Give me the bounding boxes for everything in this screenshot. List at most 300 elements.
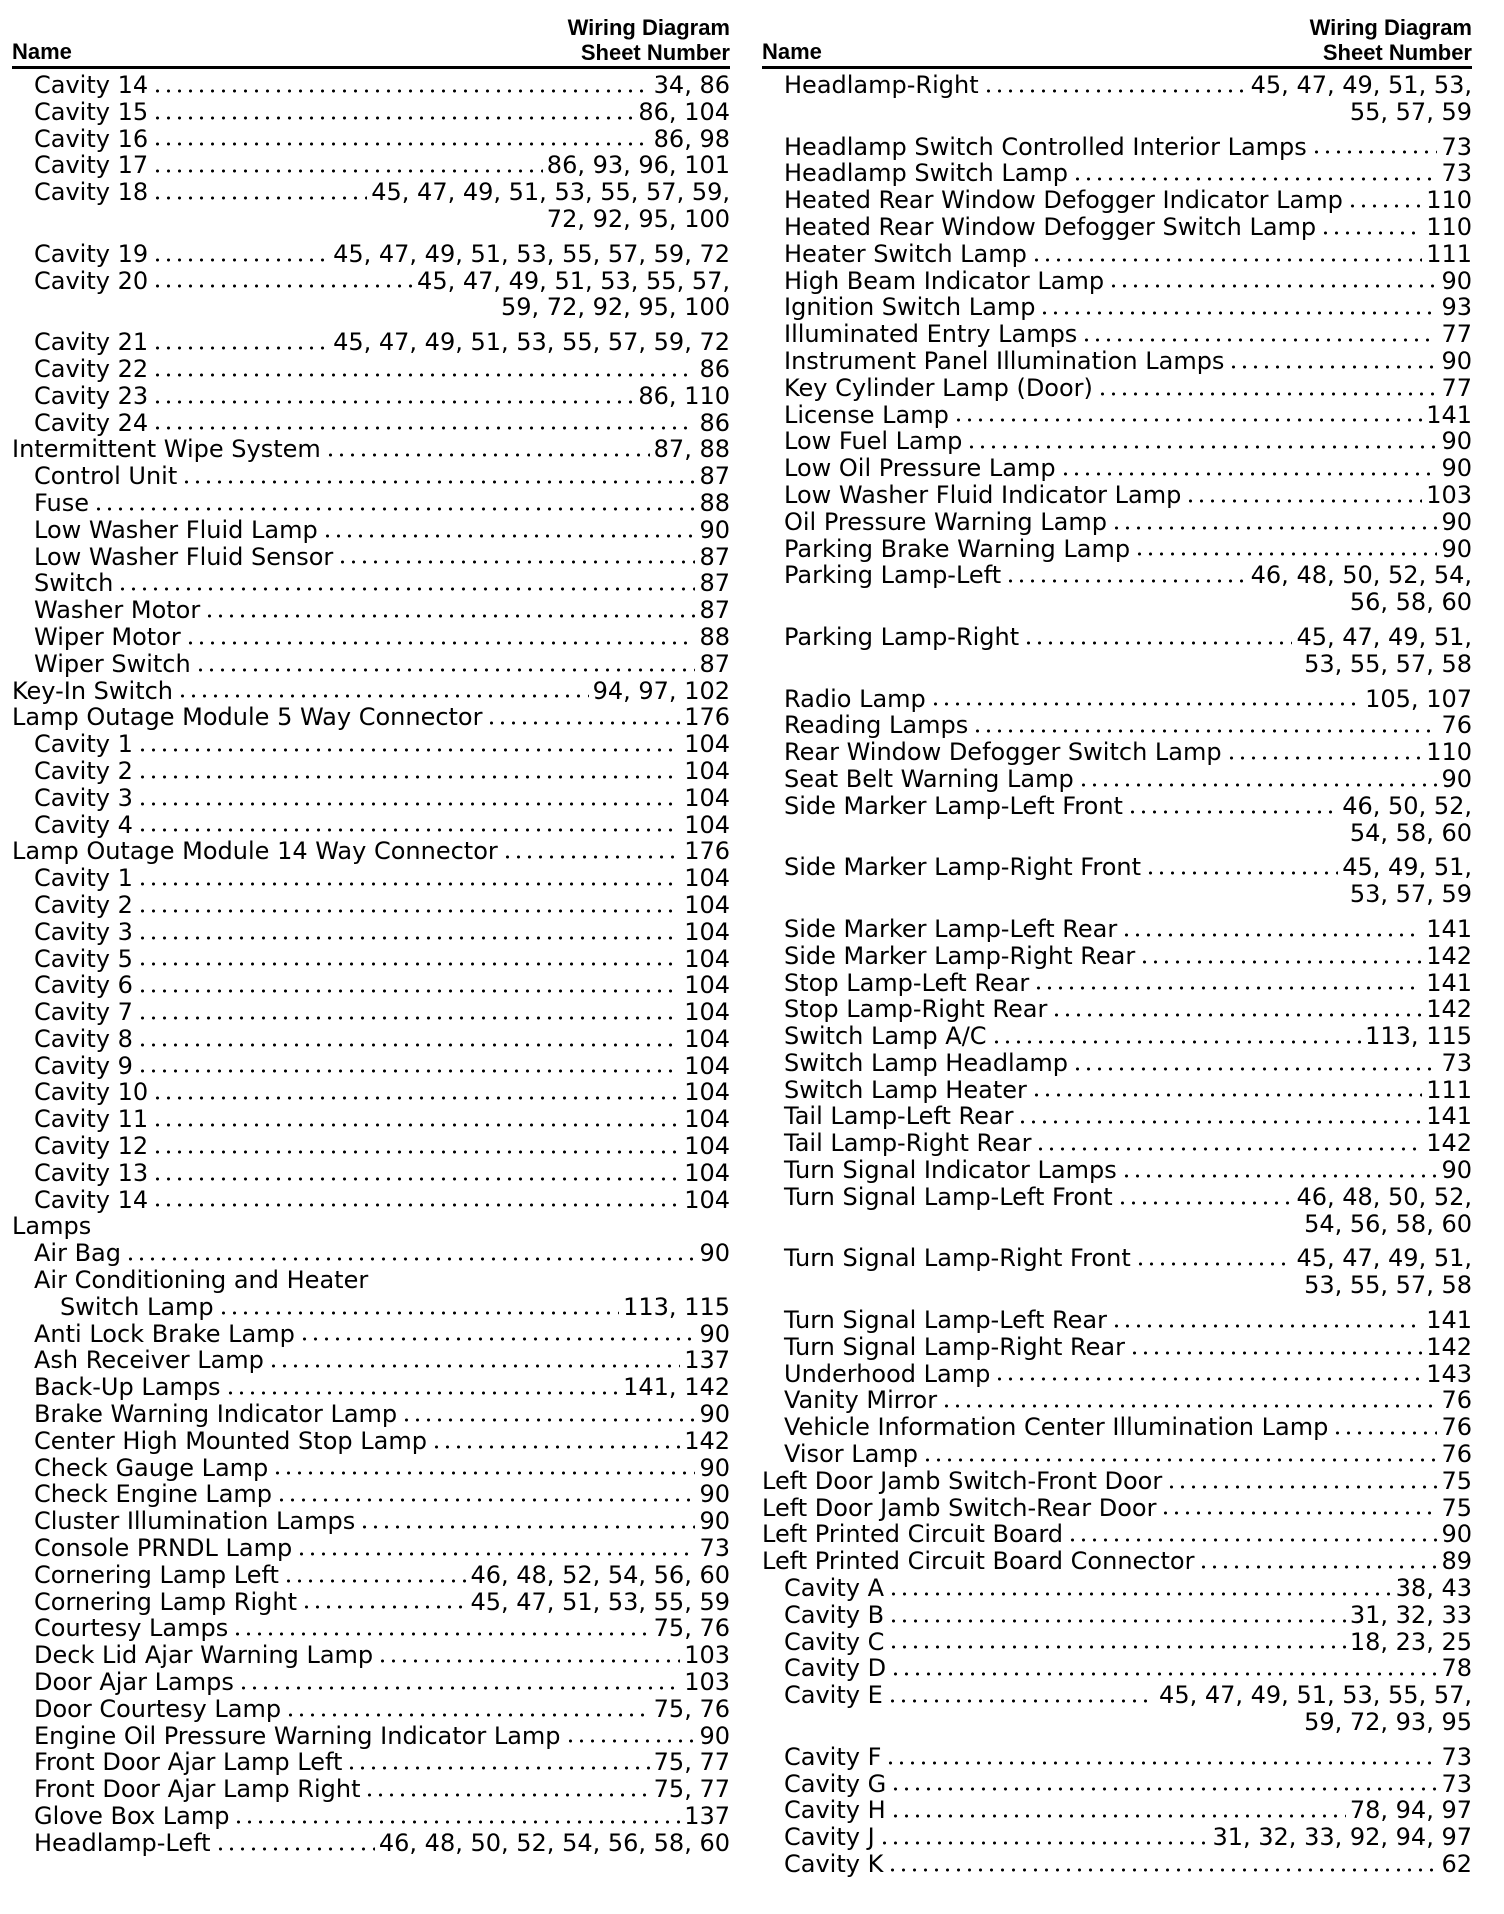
index-entry <box>12 410 730 437</box>
entry-name: Ash Receiver Lamp <box>34 1346 264 1375</box>
entry-name: Cavity H <box>784 1796 886 1825</box>
index-entry <box>12 1455 730 1482</box>
entry-name: Cavity 7 <box>34 998 133 1027</box>
entry-name: Front Door Ajar Lamp Right <box>34 1775 361 1804</box>
index-entry <box>12 268 730 295</box>
index-entry <box>12 1321 730 1348</box>
entry-sheet-numbers: 141 <box>1426 968 1472 997</box>
entry-name: Door Ajar Lamps <box>34 1668 234 1697</box>
dot-leader <box>299 1337 696 1341</box>
dot-leader <box>1060 472 1438 476</box>
entry-name: Low Oil Pressure Lamp <box>784 454 1056 483</box>
entry-sheet-numbers: 34, 86 <box>653 71 730 99</box>
entry-sheet-numbers: 86, 110 <box>638 381 730 410</box>
entry-sheet-numbers: 88 <box>699 622 730 651</box>
index-entry <box>762 1103 1472 1130</box>
entry-sheet-numbers: 104 <box>684 783 730 812</box>
entry-sheet-numbers: 46, 48, 52, 54, 56, 60 <box>470 1560 730 1589</box>
entry-sheet-numbers: 56, 58, 60 <box>1349 588 1472 617</box>
entry-sheet-numbers: 45, 47, 49, 51, 53, 55, 57, 59, <box>371 178 730 207</box>
index-entry <box>12 570 730 597</box>
dot-leader <box>233 1820 680 1824</box>
index-entry <box>762 1602 1472 1629</box>
index-entry <box>12 1374 730 1401</box>
entry-sheet-numbers: 142 <box>1426 941 1472 970</box>
index-entry <box>762 402 1472 429</box>
dot-leader <box>1117 1201 1293 1205</box>
entry-name: Left Printed Circuit Board Connector <box>762 1547 1195 1576</box>
entry-name: Heater Switch Lamp <box>784 239 1027 268</box>
entry-name: Low Fuel Lamp <box>784 427 963 456</box>
index-entry <box>12 1347 730 1374</box>
dot-leader <box>346 1766 649 1770</box>
index-entry <box>762 482 1472 509</box>
entry-name: Cavity B <box>784 1600 885 1629</box>
index-entry <box>762 739 1472 766</box>
index-entry <box>12 785 730 812</box>
entry-name: Cavity 1 <box>34 730 133 759</box>
index-entry <box>12 1696 730 1723</box>
dot-leader <box>152 116 634 120</box>
index-entry <box>12 1562 730 1589</box>
entry-name: Cavity 22 <box>34 354 149 383</box>
dot-leader <box>972 729 1437 733</box>
entry-name: Cavity 2 <box>34 890 133 919</box>
entry-sheet-numbers: 111 <box>1426 1075 1472 1104</box>
entry-sheet-numbers: 75, 76 <box>653 1694 730 1723</box>
dot-leader <box>941 1404 1437 1408</box>
entry-sheet-numbers: 77 <box>1441 320 1472 349</box>
entry-sheet-numbers: 141 <box>1426 914 1472 943</box>
entry-sheet-numbers: 46, 48, 50, 52, 54, <box>1250 561 1472 590</box>
dot-leader <box>117 587 695 591</box>
entry-name: Side Marker Lamp-Left Rear <box>784 914 1118 943</box>
dot-leader <box>1039 311 1437 315</box>
entry-name: Intermittent Wipe System <box>12 435 321 464</box>
entry-name: Cavity 21 <box>34 328 149 357</box>
index-entry <box>762 766 1472 793</box>
entry-name: Headlamp Switch Controlled Interior Lamps <box>784 132 1307 161</box>
dot-leader <box>177 694 589 698</box>
entry-sheet-numbers: 54, 56, 58, 60 <box>1304 1209 1472 1238</box>
index-entry <box>762 241 1472 268</box>
entry-sheet-numbers: 104 <box>684 1024 730 1053</box>
entry-sheet-numbers: 55, 57, 59 <box>1349 97 1472 126</box>
index-entry <box>12 946 730 973</box>
entry-sheet-numbers: 90 <box>1441 534 1472 563</box>
entry-sheet-numbers: 45, 47, 49, 51, 53, 55, 57, 59, 72 <box>333 328 730 357</box>
entry-name: Cavity 8 <box>34 1024 133 1053</box>
index-entry <box>762 1184 1472 1211</box>
entry-name: Center High Mounted Stop Lamp <box>34 1426 427 1455</box>
index-entry-continuation <box>762 1211 1472 1238</box>
index-entry <box>12 838 730 865</box>
dot-leader <box>137 1069 680 1073</box>
index-entry <box>762 1468 1472 1495</box>
entry-sheet-numbers: 87 <box>699 569 730 598</box>
dot-leader <box>152 1123 680 1127</box>
entry-name: Check Engine Lamp <box>34 1480 273 1509</box>
entry-name: Control Unit <box>34 462 178 491</box>
entry-name: Cavity 4 <box>34 810 133 839</box>
dot-leader <box>1051 1013 1422 1017</box>
entry-sheet-numbers: 142 <box>1426 1332 1472 1361</box>
dot-leader <box>377 1659 680 1663</box>
dot-leader <box>1078 783 1438 787</box>
dot-leader <box>890 1672 1437 1676</box>
index-entry <box>762 1130 1472 1157</box>
dot-leader <box>994 1377 1422 1381</box>
dot-leader <box>152 1203 680 1207</box>
entry-sheet-numbers: 53, 55, 57, 58 <box>1304 649 1472 678</box>
entry-sheet-numbers: 103 <box>684 1641 730 1670</box>
index-column-left <box>12 0 730 1857</box>
dot-leader <box>322 534 696 538</box>
entry-sheet-numbers: 46, 48, 50, 52, <box>1296 1182 1472 1211</box>
entry-name: Cavity 14 <box>34 71 149 99</box>
dot-leader <box>966 445 1437 449</box>
entry-name: Turn Signal Lamp-Right Rear <box>784 1332 1125 1361</box>
entry-sheet-numbers: 90 <box>1441 1156 1472 1185</box>
entry-name: Cavity E <box>784 1681 883 1710</box>
entry-name: Cavity 6 <box>34 971 133 1000</box>
index-entry <box>12 892 730 919</box>
index-entry <box>762 1655 1472 1682</box>
name-header: Name <box>762 39 822 64</box>
index-entry <box>12 678 730 705</box>
entry-sheet-numbers: 45, 47, 51, 53, 55, 59 <box>470 1587 730 1616</box>
dot-leader <box>953 418 1422 422</box>
entry-name: Headlamp-Left <box>34 1828 211 1857</box>
name-header: Name <box>12 39 72 64</box>
dot-leader <box>137 1043 680 1047</box>
entry-name: Parking Brake Warning Lamp <box>784 534 1131 563</box>
entry-sheet-numbers: 104 <box>684 890 730 919</box>
dot-leader <box>152 373 695 377</box>
entry-name: Radio Lamp <box>784 684 926 713</box>
entry-sheet-numbers: 88 <box>699 488 730 517</box>
dot-leader <box>1072 1067 1437 1071</box>
index-entry <box>762 1797 1472 1824</box>
index-entry <box>762 134 1472 161</box>
entry-name: Left Door Jamb Switch-Front Door <box>762 1466 1163 1495</box>
dot-leader <box>890 1787 1437 1791</box>
entry-name: Cavity 14 <box>34 1185 149 1214</box>
index-entry <box>762 1771 1472 1798</box>
entry-sheet-numbers: 110 <box>1426 186 1472 215</box>
dot-leader <box>152 196 367 200</box>
index-entry <box>762 943 1472 970</box>
index-entry <box>12 1133 730 1160</box>
dot-leader <box>431 1445 680 1449</box>
entry-sheet-numbers: 105, 107 <box>1365 684 1472 713</box>
entry-sheet-numbers: 110 <box>1426 738 1472 767</box>
entry-name: Headlamp Switch Lamp <box>784 159 1069 188</box>
entry-name: Oil Pressure Warning Lamp <box>784 507 1107 536</box>
dot-leader <box>364 1793 649 1797</box>
dot-leader <box>152 284 413 288</box>
entry-name: Cornering Lamp Right <box>34 1587 297 1616</box>
dot-leader <box>204 614 695 618</box>
entry-name: Lamps <box>12 1212 92 1241</box>
dot-leader <box>152 89 650 93</box>
entry-name: Cavity 23 <box>34 381 149 410</box>
entry-name: Side Marker Lamp-Left Front <box>784 791 1123 820</box>
index-entry <box>12 152 730 179</box>
entry-sheet-numbers: 45, 47, 49, 51, 53, <box>1250 71 1472 99</box>
entry-sheet-numbers: 90 <box>1441 454 1472 483</box>
entry-name: Switch Lamp <box>60 1292 214 1321</box>
entry-sheet-numbers: 142 <box>1426 995 1472 1024</box>
index-entry <box>762 1521 1472 1548</box>
dot-leader <box>486 721 680 725</box>
dot-leader <box>1166 1485 1437 1489</box>
dot-leader <box>991 1040 1362 1044</box>
index-entry <box>762 793 1472 820</box>
entry-sheet-numbers: 104 <box>684 1158 730 1187</box>
index-entry <box>762 455 1472 482</box>
dot-leader <box>296 1552 695 1556</box>
index-entry-continuation <box>762 881 1472 908</box>
index-entry <box>12 1535 730 1562</box>
entry-sheet-numbers: 73 <box>1441 159 1472 188</box>
entry-sheet-numbers: 143 <box>1426 1359 1472 1388</box>
entry-sheet-numbers: 113, 115 <box>623 1292 730 1321</box>
index-entry <box>762 1387 1472 1414</box>
dot-leader <box>890 1814 1346 1818</box>
entry-name: Brake Warning Indicator Lamp <box>34 1400 398 1429</box>
dot-leader <box>1332 1431 1437 1435</box>
entry-sheet-numbers: 87 <box>699 596 730 625</box>
entry-sheet-numbers: 104 <box>684 1051 730 1080</box>
index-entry <box>762 1744 1472 1771</box>
entry-sheet-numbers: 86, 98 <box>653 124 730 153</box>
entry-name: Vanity Mirror <box>784 1386 938 1415</box>
entry-sheet-numbers: 73 <box>1441 1742 1472 1771</box>
index-entry <box>12 1187 730 1214</box>
dot-leader <box>152 169 543 173</box>
dot-leader <box>152 258 329 262</box>
index-entry <box>12 490 730 517</box>
dot-leader <box>879 1841 1209 1845</box>
index-entry-continuation <box>762 99 1472 126</box>
index-entry <box>12 1669 730 1696</box>
entry-sheet-numbers: 142 <box>1426 1129 1472 1158</box>
dot-leader <box>137 1016 680 1020</box>
index-entry <box>12 812 730 839</box>
entry-name: Switch Lamp Heater <box>784 1075 1027 1104</box>
dot-leader <box>888 1592 1392 1596</box>
index-entry <box>762 1334 1472 1361</box>
entry-name: Ignition Switch Lamp <box>784 293 1036 322</box>
dot-leader <box>888 1619 1346 1623</box>
dot-leader <box>137 882 680 886</box>
entry-name: Side Marker Lamp-Right Front <box>784 853 1141 882</box>
entry-name: Switch Lamp A/C <box>784 1022 987 1051</box>
entry-name: Low Washer Fluid Lamp <box>34 515 318 544</box>
index-entry <box>12 329 730 356</box>
entry-sheet-numbers: 90 <box>699 515 730 544</box>
entry-name: Cluster Illumination Lamps <box>34 1507 356 1536</box>
dot-leader <box>337 560 695 564</box>
entry-name: Left Door Jamb Switch-Rear Door <box>762 1493 1157 1522</box>
entry-sheet-numbers: 142 <box>684 1426 730 1455</box>
entry-sheet-numbers: 59, 72, 92, 95, 100 <box>501 293 730 322</box>
entry-name: Door Courtesy Lamp <box>34 1694 282 1723</box>
dot-leader <box>181 480 695 484</box>
entry-sheet-numbers: 104 <box>684 998 730 1027</box>
entry-name: Cavity 5 <box>34 944 133 973</box>
entry-sheet-numbers: 90 <box>699 1453 730 1482</box>
entry-name: Side Marker Lamp-Right Rear <box>784 941 1136 970</box>
index-entry <box>762 268 1472 295</box>
entry-name: Key Cylinder Lamp (Door) <box>784 373 1093 402</box>
entry-sheet-numbers: 45, 49, 51, <box>1342 853 1472 882</box>
entry-name: Glove Box Lamp <box>34 1802 230 1830</box>
index-entry <box>12 1079 730 1106</box>
entry-name: Lamp Outage Module 14 Way Connector <box>12 837 498 866</box>
entry-name: Low Washer Fluid Indicator Lamp <box>784 480 1182 509</box>
entry-sheet-numbers: 18, 23, 25 <box>1349 1627 1472 1656</box>
entry-sheet-numbers: 31, 32, 33, 92, 94, 97 <box>1212 1823 1472 1852</box>
index-entry <box>12 1749 730 1776</box>
entry-name: Switch Lamp Headlamp <box>784 1048 1069 1077</box>
entry-sheet-numbers: 78 <box>1441 1654 1472 1683</box>
index-entry <box>762 1023 1472 1050</box>
entry-sheet-numbers: 46, 48, 50, 52, 54, 56, 58, 60 <box>378 1828 730 1857</box>
index-entry <box>762 1361 1472 1388</box>
index-entry-continuation <box>762 651 1472 678</box>
dot-leader <box>1121 1174 1438 1178</box>
index-entry <box>12 1106 730 1133</box>
dot-leader <box>1023 641 1292 645</box>
index-entry <box>12 651 730 678</box>
index-entry <box>12 1615 730 1642</box>
entry-name: Cavity 2 <box>34 756 133 785</box>
index-entry <box>12 999 730 1026</box>
sheet-number-header: Wiring Diagram Sheet Number <box>567 15 730 65</box>
entry-name: Underhood Lamp <box>784 1359 991 1388</box>
entry-sheet-numbers: 76 <box>1441 1386 1472 1415</box>
entry-name: Cavity G <box>784 1769 887 1798</box>
index-entry <box>12 1803 730 1830</box>
entry-sheet-numbers: 104 <box>684 971 730 1000</box>
entry-sheet-numbers: 104 <box>684 864 730 893</box>
entry-name: Stop Lamp-Right Rear <box>784 995 1048 1024</box>
index-entry <box>762 996 1472 1023</box>
entry-sheet-numbers: 53, 57, 59 <box>1349 880 1472 909</box>
entry-name: Fuse <box>34 488 89 517</box>
entry-sheet-numbers: 104 <box>684 1185 730 1214</box>
entry-name: Cavity 18 <box>34 178 149 207</box>
entry-sheet-numbers: 104 <box>684 810 730 839</box>
dot-leader <box>1035 1147 1422 1151</box>
dot-leader <box>137 962 680 966</box>
dot-leader <box>888 1645 1346 1649</box>
entry-sheet-numbers: 137 <box>684 1346 730 1375</box>
index-entry <box>12 919 730 946</box>
dot-leader <box>325 453 650 457</box>
entry-name: Left Printed Circuit Board <box>762 1520 1064 1549</box>
entry-name: Headlamp-Right <box>784 71 979 99</box>
entry-name: Cavity 1 <box>34 864 133 893</box>
dot-leader <box>185 641 696 645</box>
index-entry <box>12 544 730 571</box>
entry-name: Tail Lamp-Right Rear <box>784 1129 1032 1158</box>
entry-name: Cavity 24 <box>34 408 149 437</box>
entry-sheet-numbers: 90 <box>1441 1520 1472 1549</box>
entry-sheet-numbers: 86 <box>699 408 730 437</box>
entry-sheet-numbers: 86, 93, 96, 101 <box>546 151 730 180</box>
index-entry <box>762 1851 1472 1878</box>
entry-name: Back-Up Lamps <box>34 1373 221 1402</box>
index-entry <box>12 865 730 892</box>
entry-sheet-numbers: 78, 94, 97 <box>1349 1796 1472 1825</box>
index-entry <box>12 99 730 126</box>
dot-leader <box>1135 1262 1293 1266</box>
index-entry <box>762 214 1472 241</box>
entry-sheet-numbers: 141 <box>1426 1102 1472 1131</box>
entry-sheet-numbers: 77 <box>1441 373 1472 402</box>
index-entry <box>12 1481 730 1508</box>
index-entry <box>762 375 1472 402</box>
entry-name: Courtesy Lamps <box>34 1614 229 1643</box>
dot-leader <box>1031 1093 1422 1097</box>
index-entry <box>762 1548 1472 1575</box>
index-entry <box>12 1053 730 1080</box>
dot-leader <box>359 1525 695 1529</box>
index-entry <box>12 1160 730 1187</box>
entry-sheet-numbers: 104 <box>684 730 730 759</box>
index-entry <box>12 1723 730 1750</box>
entry-name: Washer Motor <box>34 596 201 625</box>
entry-name: Engine Oil Pressure Warning Indicator Lamp <box>34 1721 561 1750</box>
entry-name: Cavity F <box>784 1742 882 1771</box>
entry-sheet-numbers: 103 <box>684 1668 730 1697</box>
dot-leader <box>1111 526 1437 530</box>
dot-leader <box>885 1761 1437 1765</box>
entry-name: License Lamp <box>784 400 949 429</box>
index-entry <box>762 1307 1472 1334</box>
index-entry <box>12 517 730 544</box>
dot-leader <box>887 1868 1437 1872</box>
index-entry <box>762 1682 1472 1709</box>
dot-leader <box>1311 150 1438 154</box>
entry-name: Parking Lamp-Left <box>784 561 1002 590</box>
entry-name: Cavity 9 <box>34 1051 133 1080</box>
dot-leader <box>152 142 650 146</box>
entry-sheet-numbers: 103 <box>1426 480 1472 509</box>
entry-sheet-numbers: 31, 32, 33 <box>1349 1600 1472 1629</box>
entry-name: Cavity D <box>784 1654 887 1683</box>
index-entry <box>12 463 730 490</box>
entry-name: Turn Signal Lamp-Left Front <box>784 1182 1113 1211</box>
index-entry-continuation <box>12 206 730 233</box>
entry-name: Heated Rear Window Defogger Indicator Lamp <box>784 186 1343 215</box>
entry-sheet-numbers: 76 <box>1441 1440 1472 1469</box>
index-entry <box>762 712 1472 739</box>
dot-leader <box>152 1150 680 1154</box>
entry-sheet-numbers: 62 <box>1441 1850 1472 1878</box>
dot-leader <box>283 1579 467 1583</box>
dot-leader <box>1185 499 1422 503</box>
entry-sheet-numbers: 75, 77 <box>653 1775 730 1804</box>
dot-leader <box>1347 204 1422 208</box>
dot-leader <box>983 89 1247 93</box>
index-entry <box>12 1213 730 1240</box>
entry-name: Turn Signal Lamp-Right Front <box>784 1244 1131 1273</box>
index-entry <box>12 1267 730 1294</box>
